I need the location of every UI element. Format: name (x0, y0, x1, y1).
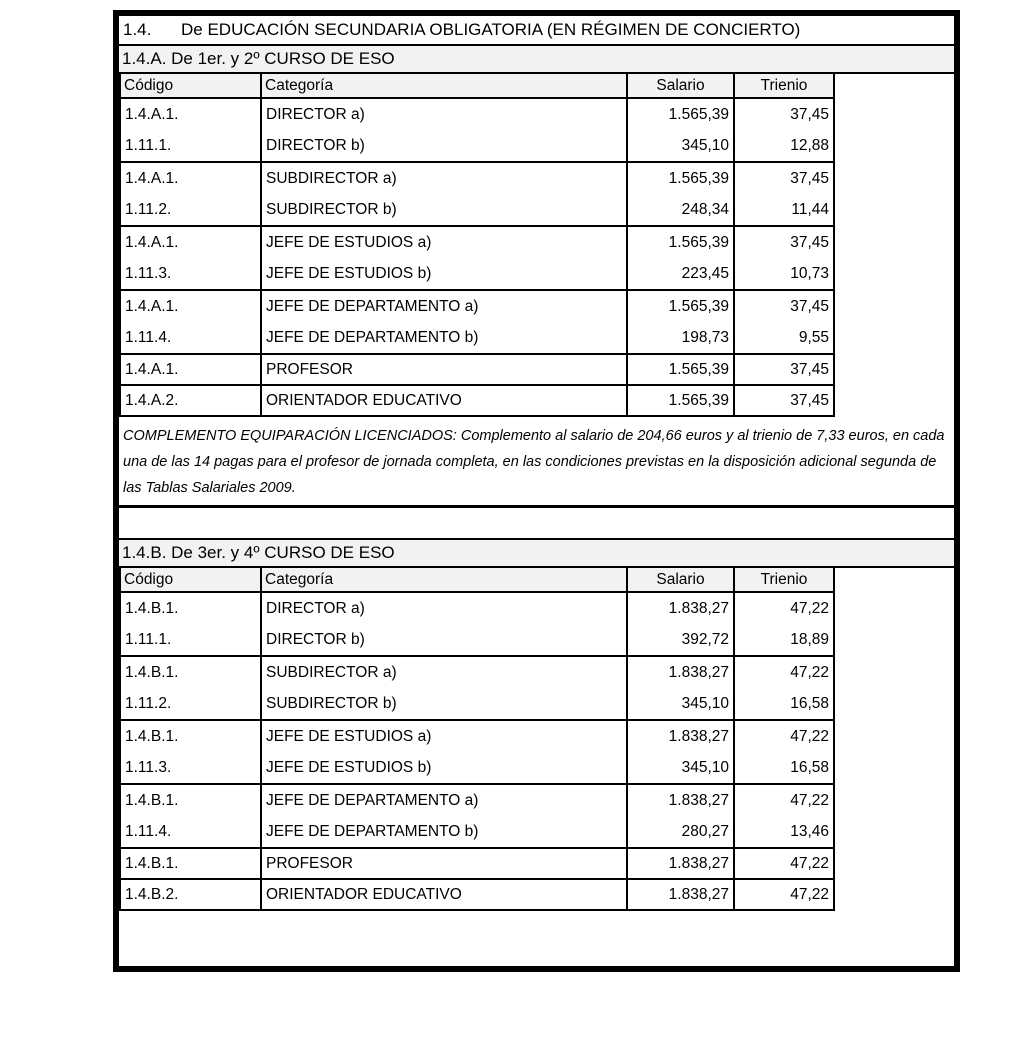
salario-cell: 248,34 (627, 194, 734, 226)
codigo-cell: 1.4.A.1. (120, 290, 261, 322)
table-row (120, 322, 834, 354)
categoria-cell: DIRECTOR b) (261, 624, 627, 656)
categoria-cell: JEFE DE ESTUDIOS a) (261, 720, 627, 752)
section-heading: 1.4.A. De 1er. y 2º CURSO DE ESO (119, 46, 954, 74)
categoria-cell: DIRECTOR a) (261, 98, 627, 130)
categoria-cell: JEFE DE DEPARTAMENTO a) (261, 290, 627, 322)
column-header-codigo: Código (120, 568, 261, 592)
categoria-cell: JEFE DE ESTUDIOS b) (261, 752, 627, 784)
trienio-cell: 13,46 (734, 816, 834, 848)
salario-cell: 1.565,39 (627, 226, 734, 258)
salario-cell: 1.565,39 (627, 385, 734, 416)
codigo-cell: 1.4.A.2. (120, 385, 261, 416)
column-header-categoria: Categoría (261, 74, 627, 98)
column-header-trienio: Trienio (734, 74, 834, 98)
salario-cell: 1.838,27 (627, 848, 734, 879)
categoria-cell: JEFE DE ESTUDIOS b) (261, 258, 627, 290)
salario-cell: 345,10 (627, 688, 734, 720)
salario-cell: 1.565,39 (627, 354, 734, 385)
table-row (120, 784, 834, 816)
trienio-cell: 47,22 (734, 656, 834, 688)
trienio-cell: 16,58 (734, 688, 834, 720)
categoria-cell: JEFE DE DEPARTAMENTO a) (261, 784, 627, 816)
table-row (120, 258, 834, 290)
trienio-cell: 10,73 (734, 258, 834, 290)
trienio-cell: 16,58 (734, 752, 834, 784)
row-group (120, 290, 834, 354)
codigo-cell: 1.4.B.1. (120, 656, 261, 688)
salario-cell: 1.838,27 (627, 784, 734, 816)
categoria-cell: PROFESOR (261, 354, 627, 385)
trienio-cell: 47,22 (734, 784, 834, 816)
codigo-cell: 1.4.A.1. (120, 354, 261, 385)
trienio-cell: 37,45 (734, 290, 834, 322)
salary-table (119, 74, 835, 417)
categoria-cell: JEFE DE DEPARTAMENTO b) (261, 322, 627, 354)
codigo-cell: 1.11.3. (120, 752, 261, 784)
document-title (119, 16, 954, 46)
codigo-cell: 1.11.1. (120, 624, 261, 656)
column-header-trienio: Trienio (734, 568, 834, 592)
row-group (120, 592, 834, 656)
section-eso-3-4 (119, 540, 954, 911)
categoria-cell: SUBDIRECTOR b) (261, 688, 627, 720)
codigo-cell: 1.11.2. (120, 194, 261, 226)
codigo-cell: 1.11.3. (120, 258, 261, 290)
codigo-cell: 1.4.B.1. (120, 592, 261, 624)
section-eso-1-2 (119, 46, 954, 417)
trienio-cell: 12,88 (734, 130, 834, 162)
table-row (120, 130, 834, 162)
codigo-cell: 1.11.2. (120, 688, 261, 720)
row-group (120, 879, 834, 910)
salario-cell: 345,10 (627, 130, 734, 162)
categoria-cell: JEFE DE ESTUDIOS a) (261, 226, 627, 258)
table-row (120, 624, 834, 656)
table-header-row (120, 568, 834, 592)
table-row (120, 752, 834, 784)
codigo-cell: 1.4.B.2. (120, 879, 261, 910)
codigo-cell: 1.4.A.1. (120, 98, 261, 130)
note-paragraph: COMPLEMENTO EQUIPARACIÓN LICENCIADOS: Complemento al salario de 204,66 euros y al trienio de 7,33 euros, en cada una de las 14 pagas para el profesor de jornada completa, en las condiciones previstas en la disposición adicional segunda de las Tablas Salariales 2009. (119, 417, 954, 508)
table-row (120, 848, 834, 879)
table-row (120, 290, 834, 322)
row-group (120, 848, 834, 879)
salario-cell: 1.838,27 (627, 656, 734, 688)
codigo-cell: 1.11.4. (120, 816, 261, 848)
table-row (120, 592, 834, 624)
table-row (120, 879, 834, 910)
table-row (120, 720, 834, 752)
salario-cell: 392,72 (627, 624, 734, 656)
row-group (120, 385, 834, 416)
row-group (120, 98, 834, 162)
salario-cell: 1.565,39 (627, 98, 734, 130)
table-row (120, 354, 834, 385)
table-row (120, 194, 834, 226)
salario-cell: 280,27 (627, 816, 734, 848)
section-heading: 1.4.B. De 3er. y 4º CURSO DE ESO (119, 540, 954, 568)
codigo-cell: 1.4.A.1. (120, 226, 261, 258)
codigo-cell: 1.4.B.1. (120, 720, 261, 752)
categoria-cell: PROFESOR (261, 848, 627, 879)
column-header-salario: Salario (627, 74, 734, 98)
salary-table (119, 568, 835, 911)
categoria-cell: ORIENTADOR EDUCATIVO (261, 879, 627, 910)
codigo-cell: 1.11.1. (120, 130, 261, 162)
row-group (120, 720, 834, 784)
table-row (120, 688, 834, 720)
categoria-cell: SUBDIRECTOR a) (261, 656, 627, 688)
salario-cell: 1.838,27 (627, 592, 734, 624)
salario-cell: 345,10 (627, 752, 734, 784)
table-row (120, 816, 834, 848)
codigo-cell: 1.4.B.1. (120, 784, 261, 816)
categoria-cell: DIRECTOR a) (261, 592, 627, 624)
table-row (120, 226, 834, 258)
categoria-cell: SUBDIRECTOR a) (261, 162, 627, 194)
salario-cell: 1.838,27 (627, 879, 734, 910)
trienio-cell: 37,45 (734, 98, 834, 130)
row-group (120, 784, 834, 848)
trienio-cell: 37,45 (734, 162, 834, 194)
trienio-cell: 47,22 (734, 879, 834, 910)
row-group (120, 354, 834, 385)
codigo-cell: 1.11.4. (120, 322, 261, 354)
title-text: De EDUCACIÓN SECUNDARIA OBLIGATORIA (EN RÉGIMEN DE CONCIERTO) (181, 20, 801, 39)
table-row (120, 385, 834, 416)
salario-cell: 223,45 (627, 258, 734, 290)
trienio-cell: 11,44 (734, 194, 834, 226)
trienio-cell: 37,45 (734, 385, 834, 416)
codigo-cell: 1.4.A.1. (120, 162, 261, 194)
trienio-cell: 18,89 (734, 624, 834, 656)
title-number: 1.4. (123, 20, 152, 39)
salario-cell: 1.565,39 (627, 162, 734, 194)
trienio-cell: 47,22 (734, 592, 834, 624)
column-header-codigo: Código (120, 74, 261, 98)
table-row (120, 656, 834, 688)
salario-cell: 198,73 (627, 322, 734, 354)
column-header-categoria: Categoría (261, 568, 627, 592)
categoria-cell: JEFE DE DEPARTAMENTO b) (261, 816, 627, 848)
row-group (120, 162, 834, 226)
categoria-cell: SUBDIRECTOR b) (261, 194, 627, 226)
salario-cell: 1.565,39 (627, 290, 734, 322)
salario-cell: 1.838,27 (627, 720, 734, 752)
categoria-cell: ORIENTADOR EDUCATIVO (261, 385, 627, 416)
row-group (120, 656, 834, 720)
row-group (120, 226, 834, 290)
trienio-cell: 47,22 (734, 848, 834, 879)
trienio-cell: 47,22 (734, 720, 834, 752)
table-row (120, 162, 834, 194)
table-header-row (120, 74, 834, 98)
column-header-salario: Salario (627, 568, 734, 592)
document-sheet (113, 10, 960, 972)
spacer-row (119, 508, 954, 540)
categoria-cell: DIRECTOR b) (261, 130, 627, 162)
table-row (120, 98, 834, 130)
trienio-cell: 37,45 (734, 354, 834, 385)
trienio-cell: 9,55 (734, 322, 834, 354)
trienio-cell: 37,45 (734, 226, 834, 258)
codigo-cell: 1.4.B.1. (120, 848, 261, 879)
